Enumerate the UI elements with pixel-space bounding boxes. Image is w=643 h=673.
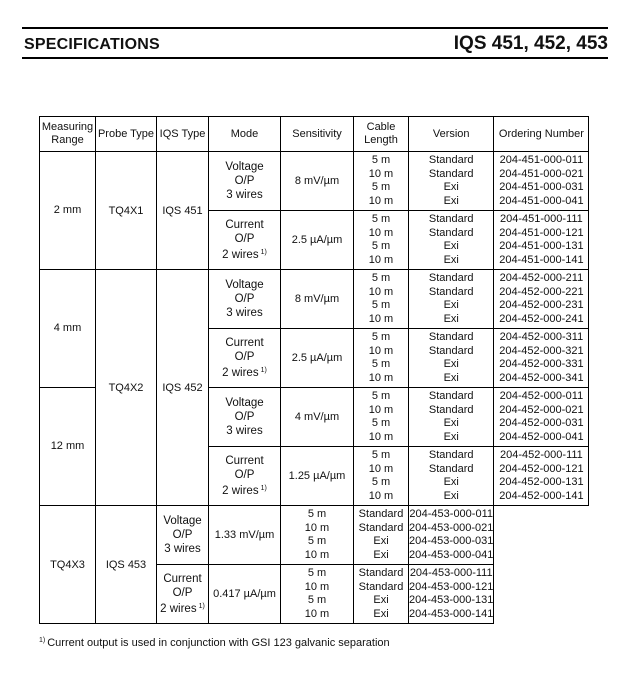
version-value: Exi — [373, 594, 389, 606]
sensitivity-cell-text: 0.417 µA/µm — [213, 588, 276, 600]
mode-line — [157, 542, 208, 556]
cable-length-value: 10 m — [368, 430, 394, 443]
cable-length-cell — [354, 152, 409, 211]
mode-line — [209, 396, 280, 410]
mode-line-text: Current — [163, 573, 202, 585]
measuring-range-cell — [40, 388, 96, 506]
col-probe-type: Probe Type — [96, 117, 157, 152]
sensitivity-cell-text: 2.5 µA/µm — [291, 234, 343, 246]
mode-line — [209, 232, 280, 246]
cable-length-cell — [354, 388, 409, 447]
sensitivity-cell — [209, 565, 281, 624]
ordering-number-value: 204-452-000-141 — [499, 489, 584, 502]
footnote-ref: 1) — [260, 249, 267, 256]
mode-line — [209, 468, 280, 482]
footnote-ref: 1) — [198, 603, 205, 610]
ordering-number-value: 204-453-000-041 — [409, 548, 494, 561]
version-value: Exi — [443, 194, 459, 207]
mode-line-text: O/P — [234, 175, 255, 187]
sensitivity-cell-text: 1.25 µA/µm — [288, 470, 346, 482]
sensitivity-cell — [281, 329, 354, 388]
sensitivity-cell — [281, 211, 354, 270]
cable-length-cell — [354, 270, 409, 329]
sensitivity-cell — [281, 152, 354, 211]
sensitivity-cell-text: 1.33 mV/µm — [214, 529, 275, 541]
mode-line — [209, 336, 280, 350]
mode-line — [209, 454, 280, 468]
mode-line — [209, 188, 280, 202]
mode-line-text: Voltage — [225, 279, 264, 291]
sensitivity-cell-text: 8 mV/µm — [294, 175, 340, 187]
mode-line-text: Voltage — [163, 515, 202, 527]
mode-line-text: 2 wires — [160, 603, 197, 615]
cable-length-value: 10 m — [368, 344, 394, 357]
header-row — [40, 117, 589, 152]
mode-line — [209, 174, 280, 188]
version-value: Exi — [443, 489, 459, 502]
version-value: Standard — [428, 462, 474, 475]
mode-line — [209, 218, 280, 232]
mode-line — [209, 424, 280, 438]
mode-cell — [209, 329, 281, 388]
version-cell — [354, 506, 409, 565]
cable-length-value: 10 m — [368, 167, 394, 180]
ordering-number-value: 204-453-000-011 — [409, 508, 493, 520]
mode-line — [209, 482, 280, 498]
sensitivity-cell — [209, 506, 281, 565]
mode-cell — [157, 565, 209, 624]
mode-line — [209, 246, 280, 262]
cable-length-value: 10 m — [368, 489, 394, 502]
ordering-number-cell — [494, 329, 589, 388]
probe-type-cell — [96, 152, 157, 270]
version-value: Standard — [428, 213, 474, 225]
mode-cell — [209, 388, 281, 447]
col-mode: Mode — [209, 117, 281, 152]
cable-length-value: 10 m — [368, 371, 394, 384]
mode-line-text: Current — [225, 219, 264, 231]
version-cell — [409, 152, 494, 211]
footnote-text: Current output is used in conjunction with GSI 123 galvanic separation — [47, 637, 390, 649]
version-value: Exi — [443, 240, 459, 252]
cable-length-value: 5 m — [371, 331, 391, 343]
probe-type-cell-text: TQ4X2 — [108, 381, 144, 394]
mode-line — [157, 586, 208, 600]
col-ordering-number: Ordering Number — [494, 117, 589, 152]
version-value: Exi — [443, 253, 459, 266]
ordering-number-value: 204-451-000-141 — [499, 253, 584, 266]
cable-length-value: 10 m — [368, 403, 394, 416]
footnote-ref: 1) — [260, 485, 267, 492]
measuring-range-cell-text: 2 mm — [53, 203, 82, 216]
iqs-type-cell-text: IQS 452 — [162, 381, 203, 394]
col-iqs-type: IQS Type — [157, 117, 209, 152]
version-value: Standard — [358, 521, 404, 534]
version-value: Standard — [428, 449, 474, 461]
cable-length-value: 5 m — [307, 594, 327, 606]
mode-line — [157, 514, 208, 528]
mode-line-text: O/P — [234, 469, 255, 481]
ordering-number-value: 204-451-000-111 — [500, 213, 583, 225]
version-value: Standard — [358, 508, 404, 520]
version-value: Exi — [443, 358, 459, 370]
ordering-number-value: 204-451-000-121 — [499, 226, 584, 239]
version-value: Exi — [443, 371, 459, 384]
mode-line-text: O/P — [172, 529, 193, 541]
ordering-number-cell — [494, 152, 589, 211]
cable-length-value: 10 m — [304, 607, 330, 620]
cable-length-cell — [354, 211, 409, 270]
mode-line-text: O/P — [172, 587, 193, 599]
version-value: Standard — [428, 390, 474, 402]
version-value: Standard — [358, 580, 404, 593]
ordering-number-value: 204-453-000-031 — [409, 535, 494, 547]
mode-cell — [209, 211, 281, 270]
sensitivity-cell-text: 2.5 µA/µm — [291, 352, 343, 364]
version-value: Standard — [428, 226, 474, 239]
footnote-ref: 1) — [260, 367, 267, 374]
version-cell — [409, 388, 494, 447]
mode-line-text: O/P — [234, 233, 255, 245]
cable-length-cell — [354, 447, 409, 506]
mode-line — [209, 160, 280, 174]
mode-line-text: Current — [225, 455, 264, 467]
mode-line — [209, 410, 280, 424]
version-cell — [409, 447, 494, 506]
cable-length-value: 10 m — [368, 253, 394, 266]
ordering-number-cell — [494, 211, 589, 270]
mode-line-text: Current — [225, 337, 264, 349]
mode-line — [209, 292, 280, 306]
sensitivity-cell-text: 4 mV/µm — [294, 411, 340, 423]
version-value: Exi — [443, 181, 459, 193]
cable-length-value: 5 m — [307, 535, 327, 547]
col-version: Version — [409, 117, 494, 152]
col-cable-length: Cable Length — [354, 117, 409, 152]
ordering-number-value: 204-453-000-021 — [409, 521, 494, 534]
version-value: Standard — [428, 272, 474, 284]
measuring-range-cell-text: 12 mm — [50, 439, 85, 452]
table-body — [40, 152, 589, 624]
cable-length-value: 5 m — [371, 390, 391, 402]
ordering-number-value: 204-451-000-131 — [499, 240, 584, 252]
ordering-number-cell — [409, 506, 494, 565]
probe-type-cell — [96, 270, 157, 506]
iqs-type-cell — [157, 152, 209, 270]
cable-length-value: 5 m — [371, 417, 391, 429]
specifications-table — [39, 116, 589, 624]
mode-cell — [209, 152, 281, 211]
version-cell — [354, 565, 409, 624]
ordering-number-value: 204-452-000-241 — [499, 312, 584, 325]
iqs-type-cell — [157, 270, 209, 506]
mode-line-text: O/P — [234, 351, 255, 363]
cable-length-value: 5 m — [307, 508, 327, 520]
cable-length-value: 10 m — [368, 312, 394, 325]
table-row — [40, 270, 589, 285]
cable-length-value: 5 m — [371, 272, 391, 284]
sensitivity-cell — [281, 270, 354, 329]
iqs-type-cell — [96, 506, 157, 624]
cable-length-value: 10 m — [368, 194, 394, 207]
probe-type-cell — [40, 506, 96, 624]
version-value: Exi — [443, 312, 459, 325]
cable-length-value: 5 m — [371, 299, 391, 311]
version-cell — [409, 211, 494, 270]
ordering-number-value: 204-453-000-121 — [409, 580, 494, 593]
ordering-number-value: 204-452-000-131 — [499, 476, 584, 488]
mode-cell — [209, 270, 281, 329]
ordering-number-value: 204-453-000-111 — [409, 567, 493, 579]
cable-length-value: 10 m — [368, 285, 394, 298]
cable-length-cell — [354, 329, 409, 388]
footnote — [39, 637, 390, 649]
col-measuring-range: Measuring Range — [40, 117, 96, 152]
mode-line-text: 3 wires — [226, 425, 263, 437]
version-cell — [409, 329, 494, 388]
iqs-type-cell-text: IQS 453 — [105, 558, 147, 571]
cable-length-value: 5 m — [371, 154, 391, 166]
version-value: Exi — [443, 417, 459, 429]
version-value: Standard — [428, 403, 474, 416]
ordering-number-value: 204-453-000-131 — [409, 594, 494, 606]
probe-type-cell-text: TQ4X1 — [108, 204, 144, 217]
version-value: Exi — [373, 607, 389, 620]
ordering-number-value: 204-452-000-221 — [499, 285, 584, 298]
table-row — [40, 152, 589, 167]
footnote-marker: 1) — [39, 637, 46, 644]
version-value: Exi — [373, 535, 389, 547]
ordering-number-value: 204-451-000-011 — [499, 154, 584, 166]
ordering-number-value: 204-452-000-021 — [499, 403, 584, 416]
mode-line — [157, 572, 208, 586]
ordering-number-cell — [494, 388, 589, 447]
version-value: Standard — [428, 344, 474, 357]
ordering-number-value: 204-452-000-211 — [499, 272, 584, 284]
version-value: Standard — [428, 167, 474, 180]
mode-line — [209, 306, 280, 320]
ordering-number-cell — [494, 270, 589, 329]
cable-length-value: 10 m — [368, 462, 394, 475]
cable-length-value: 10 m — [304, 580, 330, 593]
cable-length-value: 5 m — [371, 213, 391, 225]
mode-line-text: Voltage — [225, 161, 264, 173]
mode-cell — [157, 506, 209, 565]
sensitivity-cell — [281, 388, 354, 447]
header-rule — [22, 57, 608, 59]
cable-length-value: 5 m — [371, 358, 391, 370]
version-value: Standard — [428, 154, 474, 166]
measuring-range-cell-text: 4 mm — [53, 321, 82, 334]
iqs-type-cell-text: IQS 451 — [162, 204, 203, 217]
ordering-number-value: 204-452-000-121 — [499, 462, 584, 475]
mode-line-text: 3 wires — [164, 543, 201, 555]
mode-line-text: 3 wires — [226, 189, 263, 201]
ordering-number-value: 204-451-000-021 — [499, 167, 584, 180]
version-value: Exi — [443, 476, 459, 488]
cable-length-cell — [281, 565, 354, 624]
ordering-number-value: 204-452-000-231 — [499, 299, 584, 311]
version-cell — [409, 270, 494, 329]
mode-line — [209, 278, 280, 292]
measuring-range-cell — [40, 152, 96, 270]
mode-line-text: 2 wires — [222, 249, 259, 261]
mode-line-text: 2 wires — [222, 485, 259, 497]
ordering-number-value: 204-452-000-341 — [499, 371, 584, 384]
mode-line — [209, 364, 280, 380]
ordering-number-value: 204-451-000-041 — [499, 194, 584, 207]
page-title: SPECIFICATIONS — [24, 36, 160, 53]
mode-line — [209, 350, 280, 364]
cable-length-value: 10 m — [368, 226, 394, 239]
mode-line — [157, 528, 208, 542]
cable-length-cell — [281, 506, 354, 565]
mode-line-text: 2 wires — [222, 367, 259, 379]
measuring-range-cell — [40, 270, 96, 388]
cable-length-value: 5 m — [371, 240, 391, 252]
cable-length-value: 10 m — [304, 521, 330, 534]
top-rule — [22, 27, 608, 29]
version-value: Exi — [443, 430, 459, 443]
mode-line-text: O/P — [234, 411, 255, 423]
ordering-number-value: 204-452-000-321 — [499, 344, 584, 357]
cable-length-value: 10 m — [304, 548, 330, 561]
mode-cell — [209, 447, 281, 506]
version-value: Standard — [358, 567, 404, 579]
version-value: Standard — [428, 285, 474, 298]
mode-line-text: Voltage — [225, 397, 264, 409]
cable-length-value: 5 m — [307, 567, 327, 579]
ordering-number-value: 204-452-000-331 — [499, 358, 584, 370]
mode-line — [157, 600, 208, 616]
version-value: Exi — [373, 548, 389, 561]
ordering-number-value: 204-452-000-111 — [500, 449, 583, 461]
ordering-number-cell — [494, 447, 589, 506]
col-sensitivity: Sensitivity — [281, 117, 354, 152]
table-row — [40, 506, 589, 521]
version-value: Standard — [428, 331, 474, 343]
version-value: Exi — [443, 299, 459, 311]
sensitivity-cell-text: 8 mV/µm — [294, 293, 340, 305]
cable-length-value: 5 m — [371, 181, 391, 193]
ordering-number-value: 204-453-000-141 — [409, 607, 494, 620]
mode-line-text: 3 wires — [226, 307, 263, 319]
cable-length-value: 5 m — [371, 449, 391, 461]
ordering-number-value: 204-452-000-311 — [499, 331, 584, 343]
ordering-number-value: 204-452-000-011 — [499, 390, 584, 402]
ordering-number-value: 204-452-000-031 — [499, 417, 584, 429]
ordering-number-value: 204-452-000-041 — [499, 430, 584, 443]
sensitivity-cell — [281, 447, 354, 506]
mode-line-text: O/P — [234, 293, 255, 305]
probe-type-cell-text: TQ4X3 — [50, 558, 85, 571]
cable-length-value: 5 m — [371, 476, 391, 488]
ordering-number-value: 204-451-000-031 — [499, 181, 584, 193]
ordering-number-cell — [409, 565, 494, 624]
product-title: IQS 451, 452, 453 — [453, 33, 608, 54]
